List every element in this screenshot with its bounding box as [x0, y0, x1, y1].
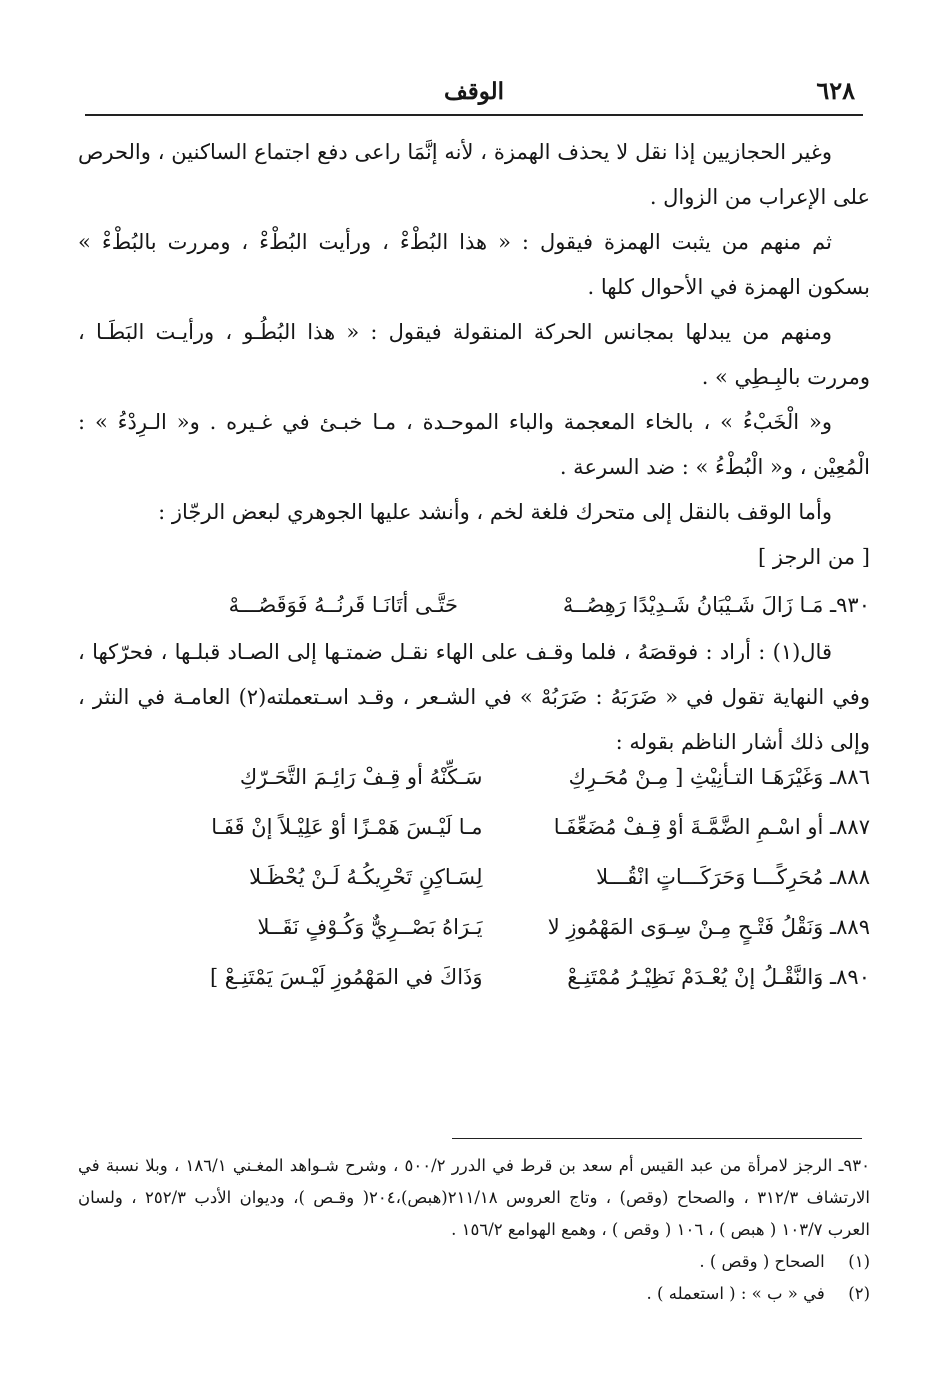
footnote-text: في « ب » : ( استعمله ) .: [646, 1284, 825, 1303]
main-text: [78, 130, 870, 765]
verse-930: [78, 580, 870, 630]
paragraph: و« الْخَبْءُ » ، بالخاء المعجمة والباء الموحـدة ، مـا خبـئ في غـيره . و« الـرِدْءُ » : الْمُعِيْن ، و« الْبُطْءُ » : ضد السرعة .: [78, 410, 870, 479]
nazm-verses: [105, 752, 870, 1002]
verse-first-hemistich: ٨٨٧ـ أو اسْـمِ الضَّمَّـةَ أوْ قِـفْ مُضَعِّفَـا: [553, 815, 870, 839]
chapter-title: الوقف: [443, 78, 505, 105]
paragraph: ثم منهم من يثبت الهمزة فيقول : « هذا البُطْءْ ، ورأيت البُطْءْ ، ومررت بالبُطْءْ » بسكون الهمزة في الأحوال كلها .: [78, 230, 870, 299]
nazm-verse: [105, 902, 870, 952]
nazm-verse: [105, 952, 870, 1002]
footnote-number: (٢): [848, 1284, 870, 1303]
verse-first-hemistich: ٨٩٠ـ وَالنَّقْـلُ إنْ يُعْـدَمْ نَظِيْـرُ مُمْتَنِـعْ: [567, 965, 870, 989]
verse-first-hemistich: ٩٣٠ـ مَـا زَالَ شَـيْبَانُ شَـدِيْدًا رَهِصُــهْ: [562, 592, 870, 617]
page-header: [85, 74, 863, 112]
verse-first-hemistich: ٨٨٦ـ وَغَيْرَهَـا التـأنِيْثِ [ مِـنْ مُحَـرِكِ: [568, 765, 870, 789]
verse-second-hemistich: مـا لَيْـسَ هَمْـزًا أوْ عَلِيْـلاً إنْ قَفَـا: [211, 815, 483, 839]
verse-second-hemistich: وَذَاكَ في المَهْمُوزِ لَيْـسَ يَمْتَنِـعْ ]: [209, 965, 483, 989]
verse-second-hemistich: يَـرَاهُ بَصْــرِيٌّ وَكُـوْفٍ نَقَــلا: [257, 915, 483, 939]
header-divider: [85, 114, 863, 116]
footnote-number: (١): [848, 1252, 870, 1271]
verse-second-hemistich: لِسَـاكِنٍ تَحْرِيكُـهُ لَـنْ يُحْظَـلا: [249, 865, 483, 889]
commentary-paragraph: قال(١) : أراد : فوقصَهُ ، فلما وقـف على الهاء نقـل ضمتـها إلى الصـاد قبلـها ، فحرّكها ، وفي النهاية تقول في « ضَرَبَهُ : ضَرَبُهْ » في الشـعر ، وقـد اسـتعملته(٢) العامـة في النثر ، وإلى ذلك أشار الناظم بقوله :: [78, 640, 870, 754]
footnote-divider: [452, 1138, 862, 1139]
page-number: ٦٢٨: [816, 76, 855, 105]
paragraph: ومنهم من يبدلها بمجانس الحركة المنقولة فيقول : « هذا البُطُـو ، ورأيـت البَطَـا ، ومررت بالبِـطِي » .: [78, 320, 870, 389]
footnote: [78, 1246, 870, 1278]
meter-label: [ من الرجز ]: [757, 545, 870, 569]
nazm-verse: [105, 852, 870, 902]
verse-first-hemistich: ٨٨٩ـ وَنَقْلُ فَتْـحٍ مِـنْ سِـوَى المَهْمُوزِ لا: [547, 915, 870, 939]
paragraph: وغير الحجازيين إذا نقل لا يحذف الهمزة ، لأنه إنَّمَا راعى دفع اجتماع الساكنين ، والحرص على الإعراب من الزوال .: [78, 140, 870, 209]
footnotes: [78, 1150, 870, 1310]
verse-first-hemistich: ٨٨٨ـ مُحَرِكًـــا وَحَرَكَـــاتٍ انْقُـــلا: [596, 865, 870, 889]
nazm-verse: [105, 802, 870, 852]
paragraph: وأما الوقف بالنقل إلى متحرك فلغة لخم ، وأنشد عليها الجوهري لبعض الرجّاز :: [158, 500, 832, 524]
footnote-text: الصحاح ( وقص ) .: [699, 1252, 825, 1271]
verse-second-hemistich: سَـكِّنْهُ أو قِـفْ رَائِـمَ التَّحَـرّكِ: [239, 765, 483, 789]
verse-second-hemistich: حَتَّـى أتَانَـا قَرنُــهُ فَوَقَصُـــهْ: [228, 592, 458, 617]
footnote-source: ٩٣٠ـ الرجز لامرأة من عبد القيس أم سعد بن قرط في الدرر ٥٠٠/٢ ، وشرح شـواهد المغـني ١٨٦/١ ، وبلا نسبة في الارتشاف ٣١٢/٣ ، والصحاح (وقص) ، وتاج العروس ٢١١/١٨(هبص)،٢٠٤( وقـص )، وديوان الأدب ٢٥٢/٣ ، ولسان العرب ١٠٣/٧ ( هبص ) ، ١٠٦ ( وقص ) ، وهمع الهوامع ١٥٦/٢ .: [78, 1156, 871, 1239]
nazm-verse: [105, 752, 870, 802]
footnote: [78, 1278, 870, 1310]
